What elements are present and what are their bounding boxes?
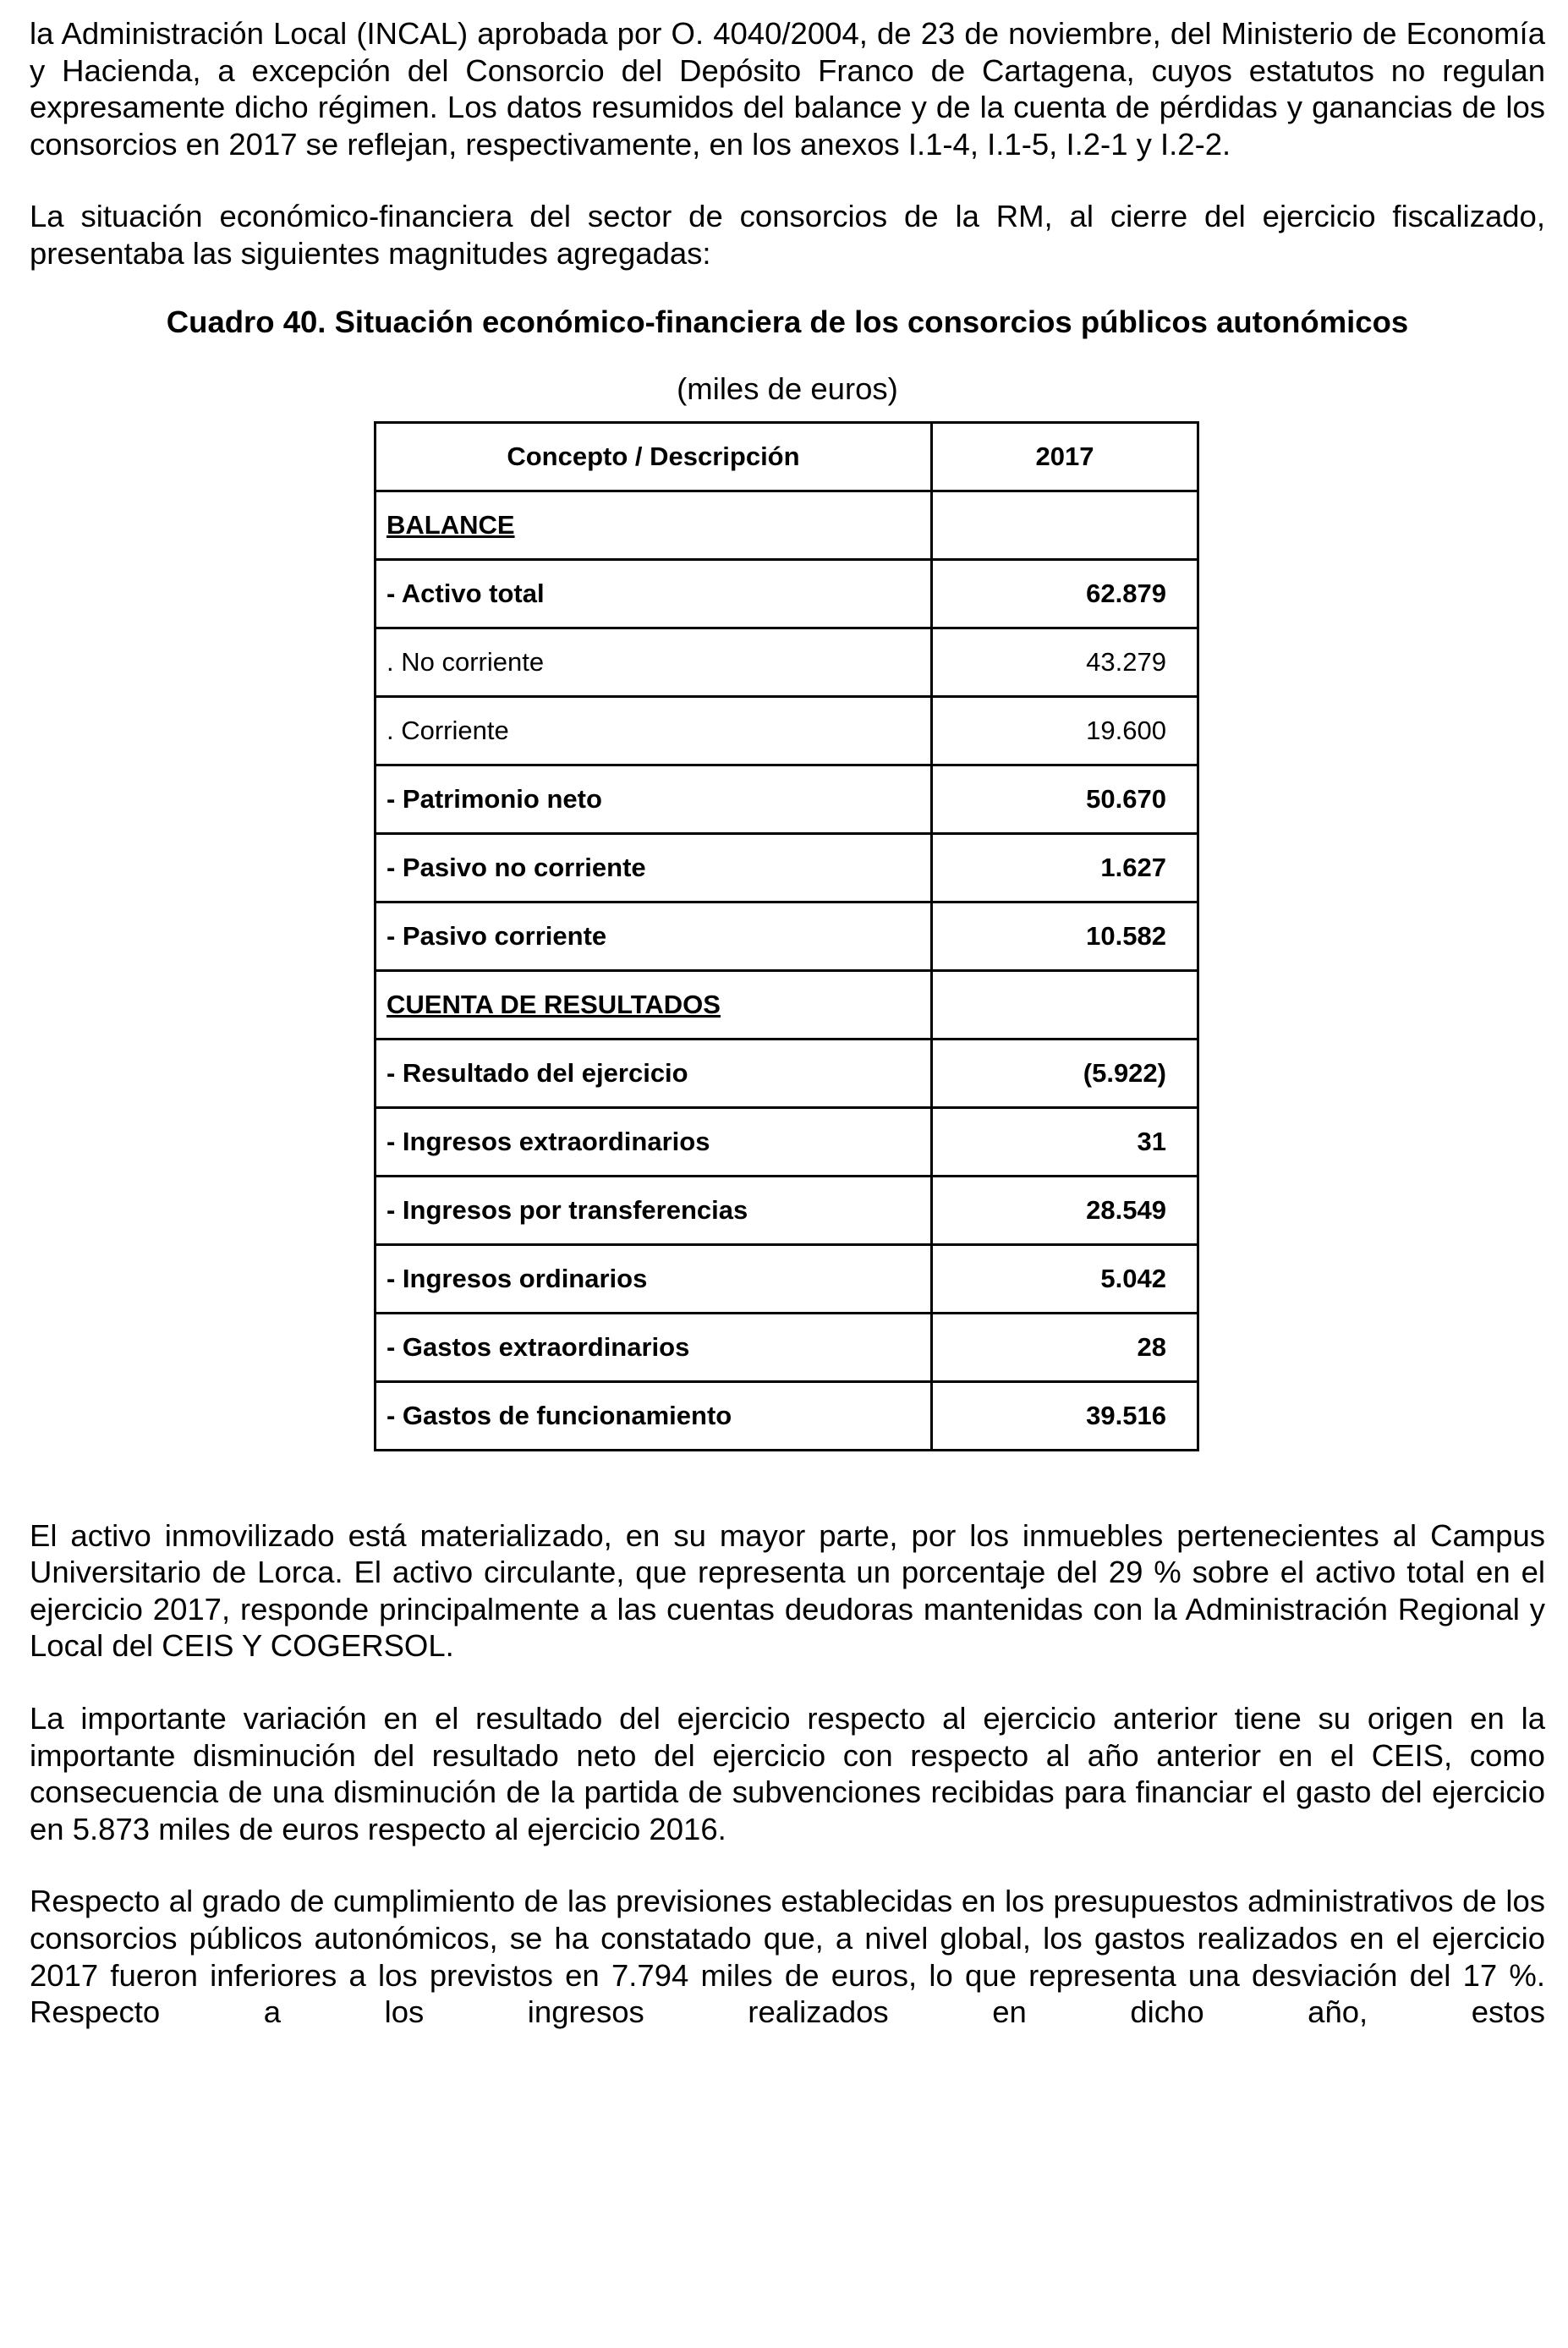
asset-paragraph: El activo inmovilizado está materializado, en su mayor parte, por los inmuebles pertenecientes al Campus Universitario de Lorca. El activo circulante, que representa un porcentaje del 29 % sobre el activo total en el ejercicio 2017, responde principalmente a las cuentas deudoras mantenidas con la Administración Regional y Local del CEIS Y COGERSOL. xyxy=(30,1517,1545,1664)
intro-paragraph: la Administración Local (INCAL) aprobada por O. 4040/2004, de 23 de noviembre, del Ministerio de Economía y Hacienda, a excepción del Consorcio del Depósito Franco de Cartagena, cuyos estatutos no regulan expresamente dicho régimen. Los datos resumidos del balance y de la cuenta de pérdidas y ganancias de los consorcios en 2017 se reflejan, respectivamente, en los anexos I.1-4, I.1-5, I.2-1 y I.2-2. xyxy=(30,16,1545,162)
table-units: (miles de euros) xyxy=(677,370,898,406)
table-row xyxy=(376,1176,1198,1244)
row-value: 31 xyxy=(931,1107,1198,1176)
document-page xyxy=(30,15,1545,2031)
table-caption: Cuadro 40. Situación económico-financiera de los consorcios públicos autonómicos xyxy=(166,304,1409,339)
budget-paragraph: Respecto al grado de cumplimiento de las previsiones establecidas en los presupuestos administrativos de los consorcios públicos autonómicos, se ha constatado que, a nivel global, los gastos realizados en el ejercicio 2017 fueron inferiores a los previstos en 7.794 miles de euros, lo que representa una desviación del 17 %. Respecto a los ingresos realizados en dicho año, estos xyxy=(30,1884,1545,2030)
row-label: - Gastos extraordinarios xyxy=(376,1313,932,1381)
row-label: - Ingresos por transferencias xyxy=(376,1176,932,1244)
table-row-balance xyxy=(376,491,1198,559)
table-row xyxy=(376,559,1198,628)
row-label: . No corriente xyxy=(376,628,932,696)
row-value: 43.279 xyxy=(931,628,1198,696)
row-value: 28.549 xyxy=(931,1176,1198,1244)
row-label: - Resultado del ejercicio xyxy=(376,1039,932,1107)
table-row xyxy=(376,696,1198,765)
row-label: - Ingresos extraordinarios xyxy=(376,1107,932,1176)
row-value: 5.042 xyxy=(931,1244,1198,1313)
table-row xyxy=(376,628,1198,696)
financial-table xyxy=(374,421,1199,1451)
table-row xyxy=(376,1039,1198,1107)
row-label: - Gastos de funcionamiento xyxy=(376,1381,932,1450)
row-label: - Ingresos ordinarios xyxy=(376,1244,932,1313)
row-value: 39.516 xyxy=(931,1381,1198,1450)
row-value: 10.582 xyxy=(931,902,1198,970)
row-value xyxy=(931,970,1198,1039)
row-label: - Activo total xyxy=(376,559,932,628)
row-value: 50.670 xyxy=(931,765,1198,833)
row-label: . Corriente xyxy=(376,696,932,765)
table-row xyxy=(376,765,1198,833)
row-label: - Pasivo no corriente xyxy=(376,833,932,902)
table-row xyxy=(376,1107,1198,1176)
row-label: - Pasivo corriente xyxy=(376,902,932,970)
row-label: BALANCE xyxy=(376,491,932,559)
header-concept: Concepto / Descripción xyxy=(376,422,932,491)
table-row xyxy=(376,833,1198,902)
table-row xyxy=(376,902,1198,970)
row-value xyxy=(931,491,1198,559)
row-value: (5.922) xyxy=(931,1039,1198,1107)
row-label: - Patrimonio neto xyxy=(376,765,932,833)
row-value: 19.600 xyxy=(931,696,1198,765)
header-year: 2017 xyxy=(931,422,1198,491)
row-label: CUENTA DE RESULTADOS xyxy=(376,970,932,1039)
variation-paragraph: La importante variación en el resultado del ejercicio respecto al ejercicio anterior tiene su origen en la importante disminución del resultado neto del ejercicio con respecto al año anterior en el CEIS, como consecuencia de una disminución de la partida de subvenciones recibidas para financiar el gasto del ejercicio en 5.873 miles de euros respecto al ejercicio 2016. xyxy=(30,1700,1545,1846)
row-value: 28 xyxy=(931,1313,1198,1381)
table-header-row xyxy=(376,422,1198,491)
table-row xyxy=(376,1244,1198,1313)
situation-paragraph: La situación económico-financiera del sector de consorcios de la RM, al cierre del ejercicio fiscalizado, presentaba las siguientes magnitudes agregadas: xyxy=(30,199,1545,271)
table-row xyxy=(376,1381,1198,1450)
table-row xyxy=(376,1313,1198,1381)
row-value: 62.879 xyxy=(931,559,1198,628)
table-row-results xyxy=(376,970,1198,1039)
row-value: 1.627 xyxy=(931,833,1198,902)
